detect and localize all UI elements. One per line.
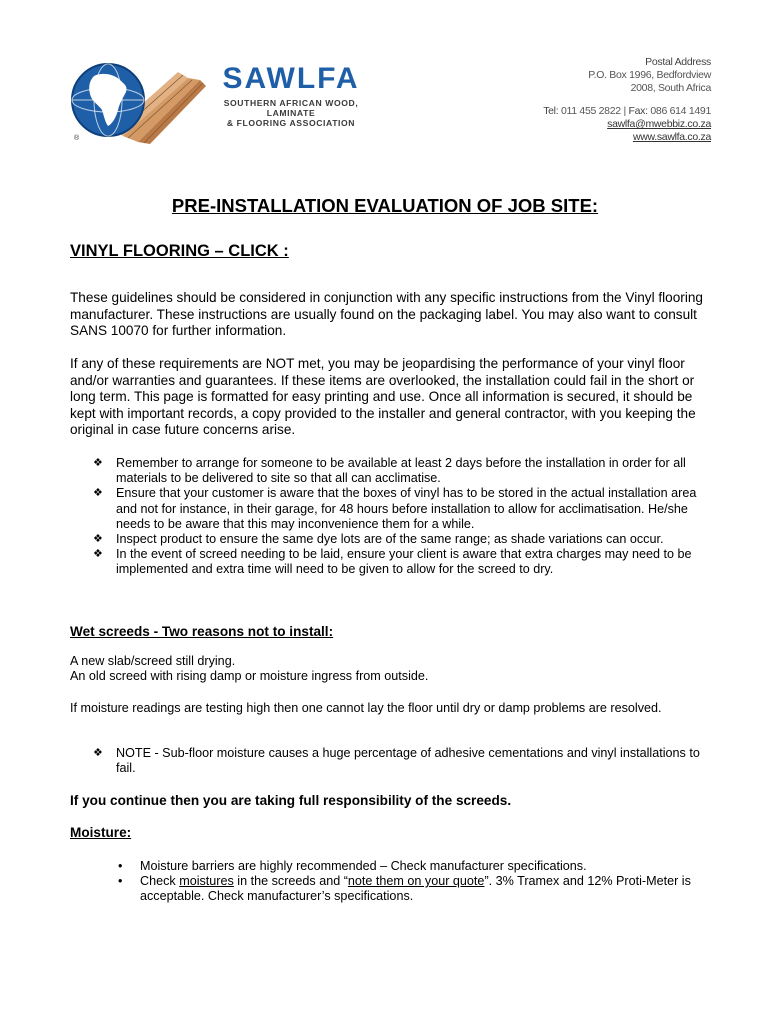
moisture-bullet-2-mid: in the screeds and “ [233,874,348,889]
email-link[interactable]: sawlfa@mwebbiz.co.za [607,118,711,130]
intro-paragraph: These guidelines should be considered in conjunction with any specific instructions from the Vinyl flooring manufacturer. These instructions are usually found on the packaging label. You may also want to consult SANS 10070 for further information. [70,290,703,339]
checklist-text: Inspect product to ensure the same dye lots are of the same range; as shade variations can occur. [116,532,664,547]
bullet-dot-icon: • [118,859,123,873]
postal-line1: P.O. Box 1996, Bedfordview [588,69,711,81]
brand-block [206,64,376,128]
wet-screeds-heading: Wet screeds - Two reasons not to install: [70,624,334,639]
note-text: NOTE - Sub-floor moisture causes a huge percentage of adhesive cementations and vinyl installations to fail. [116,746,700,776]
list-item [90,486,710,532]
moisture-list [116,859,696,905]
page-title: PRE-INSTALLATION EVALUATION OF JOB SITE: [171,195,599,216]
fax-label: Fax: [628,105,648,117]
moisture-bullet-2-post: ”. 3% Tramex and 12% Proti-Meter is acceptable. Check manufacturer’s specifications. [140,874,691,904]
responsibility-warning: If you continue then you are taking full responsibility of the screeds. [70,793,512,808]
contact-block [543,56,711,144]
phone-fax-line: Tel: 011 455 2822 | Fax: 086 614 1491 [543,105,711,117]
brand-subtitle-line1: SOUTHERN AFRICAN WOOD, LAMINATE [223,98,359,118]
list-item [116,859,696,874]
diamond-bullet-icon: ❖ [93,548,103,561]
moisture-bullet-1: Moisture barriers are highly recommended – Check manufacturer specifications. [140,859,587,873]
checklist-text: In the event of screed needing to be laid, ensure your client is aware that extra charges may need to be implemented and extra time will need to be given to allow for the screed to dry. [116,547,692,577]
moisture-bullet-2-pre: Check [140,874,180,889]
website-link[interactable]: www.sawlfa.co.za [632,131,711,143]
wet-reason-1: A new slab/screed still drying. [70,654,236,668]
wet-screeds-reasons [70,654,710,684]
wet-reason-2: An old screed with rising damp or moisture ingress from outside. [70,669,429,684]
checklist-text: Ensure that your customer is aware that the boxes of vinyl has to be stored in the actual installation area and not for instance, in their garage, for 48 hours before installation to allow for acclimatisation. He/she needs to be aware that this may inconvenience them for a while. [116,486,697,531]
bullet-dot-icon: • [118,874,123,889]
list-item [90,547,710,577]
globe-africa-floorboards-logo-icon [68,58,208,148]
moisture-readings-text: If moisture readings are testing high then one cannot lay the floor until dry or damp problems are resolved. [70,701,662,715]
checklist-text: Remember to arrange for someone to be available at least 2 days before the installation in order for all materials to be delivered to site so that all can acclimatise. [116,456,686,486]
list-item [116,874,696,904]
page-subtitle: VINYL FLOORING – CLICK : [70,242,289,260]
list-item [90,532,710,547]
quote-note-underlined: note them on your quote [347,874,485,889]
brand-subtitle-line2: & FLOORING ASSOCIATION [226,118,356,128]
list-item [90,456,710,486]
diamond-bullet-icon: ❖ [93,747,103,759]
brand-name: SAWLFA [222,62,360,95]
tel-value: 011 455 2822 [560,105,621,117]
moisture-heading: Moisture: [70,825,132,840]
postal-line2: 2008, South Africa [630,82,711,94]
diamond-bullet-icon: ❖ [93,487,103,500]
diamond-bullet-icon: ❖ [93,533,103,546]
note-list [90,746,710,776]
sawlfa-logo [68,58,378,148]
tel-label: Tel: [543,105,559,117]
list-item [90,746,710,776]
checklist [90,456,710,578]
fax-value: 086 614 1491 [650,105,711,117]
diamond-bullet-icon: ❖ [93,457,103,469]
postal-label: Postal Address [645,56,711,68]
registered-mark: ® [74,135,80,142]
requirements-paragraph: If any of these requirements are NOT met, you may be jeopardising the performance of your vinyl floor and/or warranties and guarantees. If these items are overlooked, the installation could fail in the short or long term. This page is formatted for easy printing and use. Once all information is secured, it should be kept with important records, a copy provided to the installer and general contractor, with you keeping the original in case future concerns arise. [70,356,696,438]
moistures-underlined: moistures [179,874,234,889]
